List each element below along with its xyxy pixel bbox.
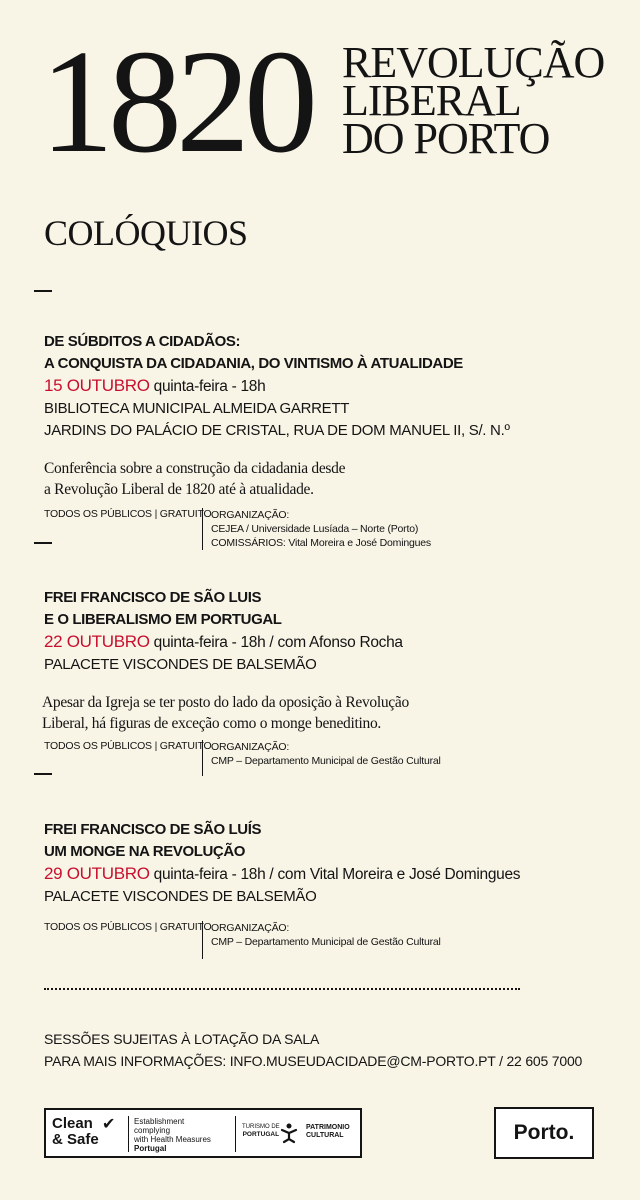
event-time: quinta-feira - 18h [149, 378, 266, 395]
safe-text: & Safe [52, 1131, 99, 1148]
title-line-2: LIBERAL [342, 76, 521, 125]
org-line-2: COMISSÁRIOS: Vital Moreira e José Domingues [211, 537, 431, 549]
event-3-meta [44, 921, 604, 971]
divider-dash [34, 290, 52, 292]
event-place-line-1: BIBLIOTECA MUNICIPAL ALMEIDA GARRETT [44, 400, 350, 417]
event-date-line [44, 631, 604, 654]
event-date: 15 OUTUBRO [44, 376, 150, 395]
public-info: TODOS OS PÚBLICOS | GRATUITO [44, 508, 212, 520]
badge-description [134, 1117, 211, 1153]
badge-divider [235, 1116, 236, 1152]
event-desc-line-1: Conferência sobre a construção da cidadania desde [44, 460, 346, 477]
event-2-meta [44, 740, 604, 790]
event-description [42, 692, 604, 734]
event-3 [44, 819, 604, 908]
event-description [44, 458, 604, 500]
checkmark-icon: ✔ [102, 1116, 116, 1133]
event-date-line [44, 375, 604, 398]
badge-divider [128, 1116, 129, 1152]
event-1 [44, 331, 604, 500]
divider-dash [34, 542, 52, 544]
badge-desc-4: Portugal [134, 1144, 167, 1153]
organization-info [202, 740, 441, 776]
event-title-line-2: UM MONGE NA REVOLUÇÃO [44, 843, 246, 860]
pc-line-2: CULTURAL [306, 1132, 344, 1139]
divider-dash [34, 773, 52, 775]
public-info: TODOS OS PÚBLICOS | GRATUITO [44, 921, 212, 933]
org-label: ORGANIZAÇÃO: [211, 741, 290, 753]
section-heading: COLÓQUIOS [44, 213, 248, 253]
porto-logo: Porto. [494, 1107, 594, 1159]
event-date: 29 OUTUBRO [44, 864, 150, 883]
title-line-3: DO PORTO [342, 114, 550, 163]
event-title-line-2: A CONQUISTA DA CIDADANIA, DO VINTISMO À ATUALIDADE [44, 355, 463, 372]
event-place-line-1: PALACETE VISCONDES DE BALSEMÃO [44, 888, 317, 905]
event-desc-line-2: a Revolução Liberal de 1820 até à atualidade. [44, 481, 314, 498]
footer-info [44, 1028, 582, 1072]
org-label: ORGANIZAÇÃO: [211, 922, 290, 934]
title-line-1: REVOLUÇÃO [342, 38, 605, 87]
event-desc-line-1: Apesar da Igreja se ter posto do lado da oposição à Revolução [42, 694, 409, 711]
badge-desc-1: Establishment [134, 1117, 185, 1126]
tp-line-1: TURISMO DE [242, 1124, 280, 1130]
public-info: TODOS OS PÚBLICOS | GRATUITO [44, 740, 212, 752]
event-date: 22 OUTUBRO [44, 632, 150, 651]
event-place-line-1: PALACETE VISCONDES DE BALSEMÃO [44, 656, 317, 673]
turismo-portugal-icon [280, 1122, 298, 1144]
clean-safe-badge [44, 1108, 362, 1158]
org-line-1: CEJEA / Universidade Lusíada – Norte (Porto) [211, 523, 419, 535]
org-line-1: CMP – Departamento Municipal de Gestão Cultural [211, 755, 441, 767]
pc-line-1: PATRIMONIO [306, 1124, 350, 1131]
title-block [342, 38, 605, 163]
tp-line-2: PORTUGAL [242, 1131, 280, 1138]
organization-info [202, 508, 431, 550]
event-2 [44, 587, 604, 734]
event-place-line-2: JARDINS DO PALÁCIO DE CRISTAL, RUA DE DOM MANUEL II, S/. N.º [44, 422, 510, 439]
footer-line-1: SESSÕES SUJEITAS À LOTAÇÃO DA SALA [44, 1031, 320, 1047]
org-label: ORGANIZAÇÃO: [211, 509, 290, 521]
event-time: quinta-feira - 18h / com Vital Moreira e José Domingues [149, 866, 521, 883]
event-1-meta [44, 508, 604, 558]
clean-safe-logo [52, 1116, 99, 1148]
badge-desc-3: with Health Measures [134, 1135, 211, 1144]
turismo-portugal-logo [242, 1124, 280, 1139]
event-title-line-1: FREI FRANCISCO DE SÃO LUIS [44, 589, 262, 606]
event-title-line-1: FREI FRANCISCO DE SÃO LUÍS [44, 821, 262, 838]
year-heading: 1820 [40, 20, 312, 184]
badge-desc-2: complying [134, 1126, 171, 1135]
event-title-line-1: DE SÚBDITOS A CIDADÃOS: [44, 333, 241, 350]
event-time: quinta-feira - 18h / com Afonso Rocha [149, 634, 403, 651]
patrimonio-cultural-logo [306, 1124, 350, 1140]
dotted-separator [44, 988, 520, 990]
clean-text: Clean [52, 1115, 93, 1132]
event-title-line-2: E O LIBERALISMO EM PORTUGAL [44, 611, 282, 628]
event-desc-line-2: Liberal, há figuras de exceção como o monge beneditino. [42, 715, 382, 732]
event-date-line [44, 863, 604, 886]
organization-info [202, 921, 441, 959]
footer-line-2: PARA MAIS INFORMAÇÕES: INFO.MUSEUDACIDADE@CM-PORTO.PT / 22 605 7000 [44, 1053, 583, 1069]
org-line-1: CMP – Departamento Municipal de Gestão Cultural [211, 936, 441, 948]
